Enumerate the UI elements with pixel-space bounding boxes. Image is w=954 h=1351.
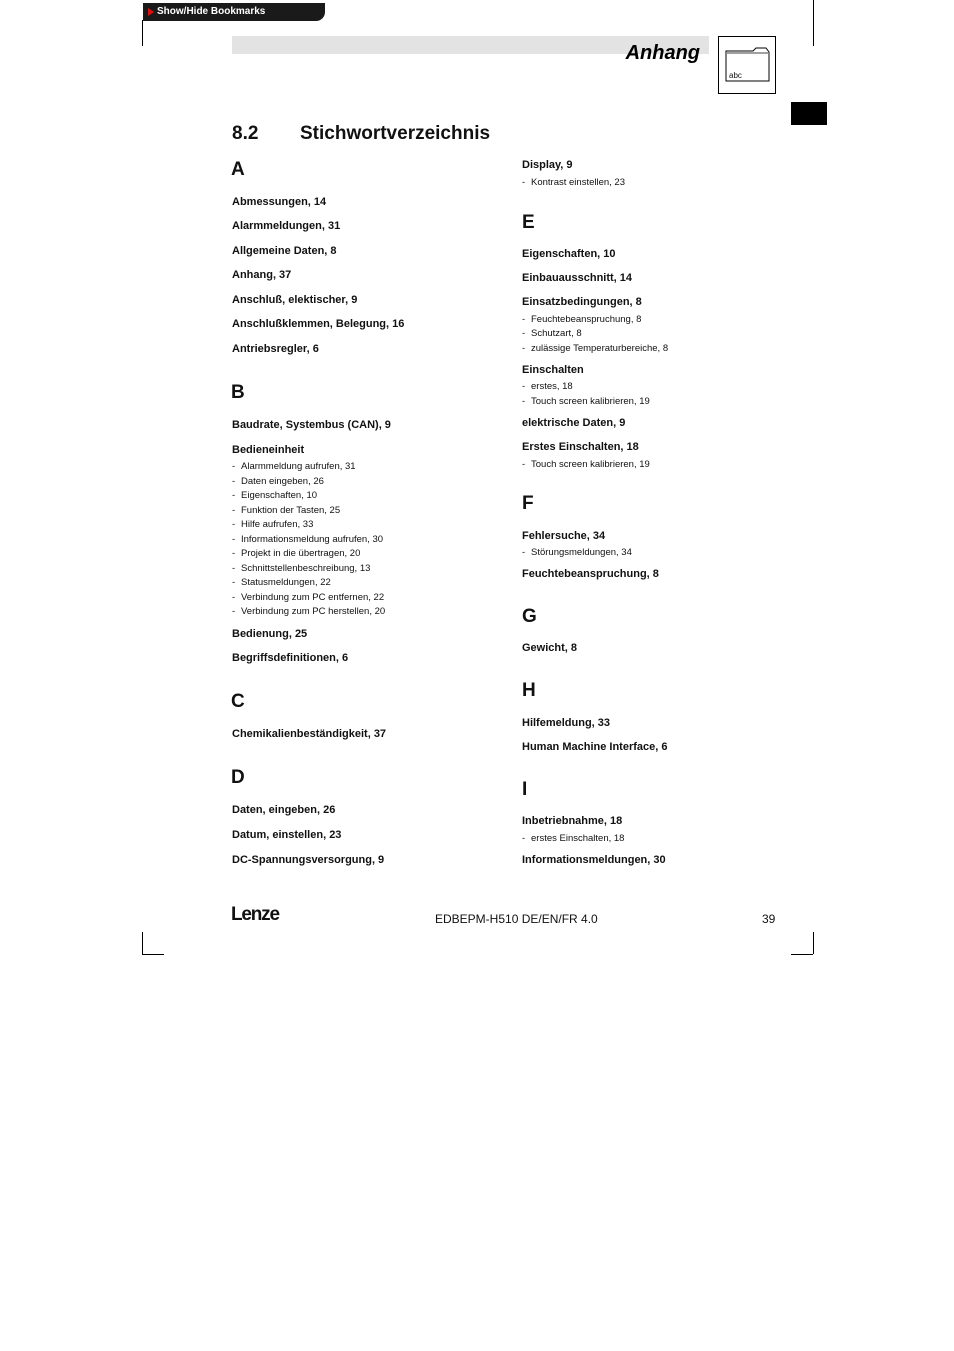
- index-subentry[interactable]: - Projekt in die übertragen, 20: [232, 548, 361, 559]
- index-entry[interactable]: Bedienung, 25: [232, 628, 308, 640]
- index-entry[interactable]: Allgemeine Daten, 8: [232, 245, 337, 257]
- page-number: 39: [762, 912, 776, 926]
- section-title: [232, 123, 490, 145]
- crop-mark: [791, 954, 813, 955]
- index-subentry[interactable]: - Verbindung zum PC herstellen, 20: [232, 606, 386, 617]
- index-letter-g: G: [522, 606, 537, 627]
- index-entry[interactable]: Erstes Einschalten, 18: [522, 441, 639, 453]
- index-letter-d: D: [231, 767, 245, 788]
- index-entry[interactable]: Gewicht, 8: [522, 642, 578, 654]
- section-number: 8.2: [232, 123, 259, 144]
- folder-icon-label: abc: [729, 71, 742, 80]
- index-letter-h: H: [522, 680, 536, 701]
- index-entry[interactable]: Begriffsdefinitionen, 6: [232, 652, 349, 664]
- index-subentry[interactable]: - zulässige Temperaturbereiche, 8: [522, 343, 669, 354]
- lenze-logo: Lenze: [231, 904, 279, 925]
- folder-icon: [718, 36, 776, 94]
- index-entry[interactable]: Antriebsregler, 6: [232, 343, 319, 355]
- index-letter-e: E: [522, 212, 535, 233]
- index-entry[interactable]: Abmessungen, 14: [232, 196, 327, 208]
- index-entry[interactable]: elektrische Daten, 9: [522, 417, 626, 429]
- crop-mark: [813, 932, 814, 954]
- index-subentry[interactable]: - Schutzart, 8: [522, 328, 582, 339]
- index-subentry[interactable]: - Touch screen kalibrieren, 19: [522, 396, 650, 407]
- index-letter-a: A: [231, 159, 245, 180]
- index-subentry[interactable]: - Feuchtebeanspruchung, 8: [522, 314, 642, 325]
- index-entry[interactable]: Bedieneinheit: [232, 444, 305, 456]
- index-subentry[interactable]: - erstes Einschalten, 18: [522, 833, 625, 844]
- bookmarks-label: Show/Hide Bookmarks: [157, 6, 266, 17]
- index-entry[interactable]: Anschluß, elektischer, 9: [232, 294, 358, 306]
- index-entry[interactable]: Informationsmeldungen, 30: [522, 854, 666, 866]
- chapter-icon-box: [718, 36, 776, 94]
- index-subentry[interactable]: - erstes, 18: [522, 381, 573, 392]
- index-entry[interactable]: Alarmmeldungen, 31: [232, 220, 341, 232]
- show-hide-bookmarks-button[interactable]: [143, 3, 325, 21]
- document-id: EDBEPM-H510 DE/EN/FR 4.0: [435, 912, 598, 926]
- index-subentry[interactable]: - Touch screen kalibrieren, 19: [522, 459, 650, 470]
- index-entry[interactable]: Display, 9: [522, 159, 573, 171]
- index-entry[interactable]: Fehlersuche, 34: [522, 530, 606, 542]
- index-subentry[interactable]: - Kontrast einstellen, 23: [522, 177, 626, 188]
- index-subentry[interactable]: - Informationsmeldung aufrufen, 30: [232, 534, 384, 545]
- index-subentry[interactable]: - Alarmmeldung aufrufen, 31: [232, 461, 356, 472]
- index-entry[interactable]: Anschlußklemmen, Belegung, 16: [232, 318, 405, 330]
- index-subentry[interactable]: - Hilfe aufrufen, 33: [232, 519, 314, 530]
- index-letter-f: F: [522, 493, 534, 514]
- index-letter-c: C: [231, 691, 245, 712]
- crop-mark: [142, 20, 143, 46]
- header-title: Anhang: [625, 42, 700, 64]
- index-entry[interactable]: Feuchtebeanspruchung, 8: [522, 568, 659, 580]
- index-subentry[interactable]: - Verbindung zum PC entfernen, 22: [232, 592, 385, 603]
- index-subentry[interactable]: - Schnittstellenbeschreibung, 13: [232, 563, 371, 574]
- index-letter-i: I: [522, 779, 528, 800]
- section-heading: Stichwortverzeichnis: [300, 123, 491, 144]
- index-entry[interactable]: Einschalten: [522, 364, 584, 376]
- crop-mark: [813, 0, 814, 46]
- index-entry[interactable]: Baudrate, Systembus (CAN), 9: [232, 419, 391, 431]
- index-subentry[interactable]: - Eigenschaften, 10: [232, 490, 318, 501]
- index-entry[interactable]: Einsatzbedingungen, 8: [522, 296, 642, 308]
- index-entry[interactable]: Eigenschaften, 10: [522, 248, 616, 260]
- index-letter-b: B: [231, 382, 245, 403]
- index-subentry[interactable]: - Statusmeldungen, 22: [232, 577, 331, 588]
- index-entry[interactable]: Human Machine Interface, 6: [522, 741, 668, 753]
- index-entry[interactable]: Einbauausschnitt, 14: [522, 272, 633, 284]
- index-subentry[interactable]: - Funktion der Tasten, 25: [232, 505, 341, 516]
- index-entry[interactable]: Chemikalienbeständigkeit, 37: [232, 728, 387, 740]
- index-entry[interactable]: Hilfemeldung, 33: [522, 717, 611, 729]
- index-subentry[interactable]: - Störungsmeldungen, 34: [522, 547, 632, 558]
- triangle-right-icon: [148, 8, 154, 16]
- index-entry[interactable]: Anhang, 37: [232, 269, 292, 281]
- index-entry[interactable]: Datum, einstellen, 23: [232, 829, 342, 841]
- index-entry[interactable]: Inbetriebnahme, 18: [522, 815, 623, 827]
- chapter-marker-tab: [791, 102, 827, 125]
- index-subentry[interactable]: - Daten eingeben, 26: [232, 476, 324, 487]
- index-entry[interactable]: DC-Spannungsversorgung, 9: [232, 854, 385, 866]
- crop-mark: [142, 954, 164, 955]
- index-entry[interactable]: Daten, eingeben, 26: [232, 804, 336, 816]
- crop-mark: [142, 932, 143, 954]
